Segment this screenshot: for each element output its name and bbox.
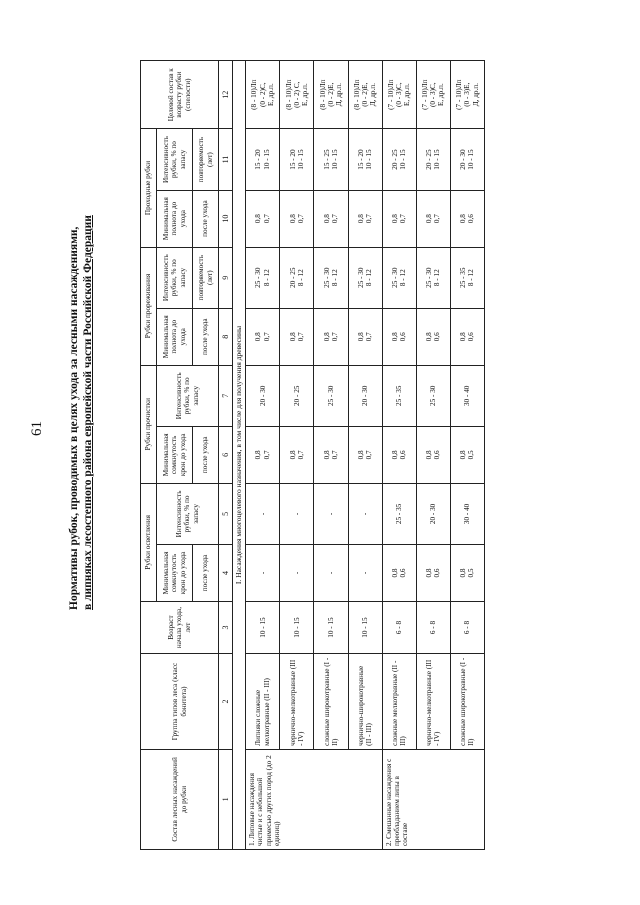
value-cell-c6: 0,8 0,7 [246,426,280,483]
value-cell-c5: - [314,483,348,544]
section-title: I. Насаждения многоцелевого назначения, в том числе для получения древесины [233,61,246,850]
col-num: 7 [219,365,233,426]
value-cell-c8: 0,8 0,7 [348,308,382,365]
value-cell-c7: 25 - 35 [382,365,416,426]
value-cell-c4: 0,8 0,6 [416,545,450,602]
value-cell-c5: - [280,483,314,544]
forest-type-cell: чернично-широкотравные (II - III) [348,654,382,750]
header-row-1 [141,61,157,850]
value-cell-c9: 25 - 30 8 - 12 [382,247,416,308]
value-cell-c10: 0,8 0,7 [416,190,450,247]
table-row [382,61,416,850]
value-cell-c7: 20 - 30 [348,365,382,426]
col-num: 3 [219,601,233,653]
value-cell-c4: 0,8 0,6 [382,545,416,602]
value-cell-c5: - [348,483,382,544]
value-cell-c8: 0,8 0,7 [246,308,280,365]
value-cell-c6: 0,8 0,7 [314,426,348,483]
table-row [314,61,348,850]
value-cell-c4: 0,8 0,5 [450,545,484,602]
col-num: 12 [219,61,233,129]
value-cell-c7: 25 - 30 [416,365,450,426]
header-thinning: Рубки прореживания [141,247,157,365]
header-after-3: после ухода [193,308,219,365]
page-number: 61 [29,421,45,436]
norms-table [140,60,485,850]
header-after-2: после ухода [193,426,219,483]
value-cell-c10: 0,8 0,6 [450,190,484,247]
value-cell-c9: 25 - 30 8 - 12 [246,247,280,308]
value-cell-c6: 0,8 0,6 [382,426,416,483]
value-cell-c8: 0,8 0,6 [450,308,484,365]
value-cell-c4: - [280,545,314,602]
value-cell-c12: (7 - 10)Лп (0 - 3)Е, Д, др.п. [450,61,484,129]
value-cell-age: 10 - 15 [280,601,314,653]
col-num: 11 [219,129,233,190]
header-cleaning: Рубки прочистки [141,365,157,483]
value-cell-c9: 25 - 30 8 - 12 [314,247,348,308]
col-num: 1 [219,749,233,849]
value-cell-c6: 0,8 0,5 [450,426,484,483]
forest-type-cell: сложные мелкотравные (II - III) [382,654,416,750]
header-target: Целевой состав к возрасту рубки (спелости) [141,61,219,129]
header-composition: Состав лесных насаждений до рубки [141,749,219,849]
value-cell-c5: - [246,483,280,544]
value-cell-c5: 25 - 35 [382,483,416,544]
value-cell-c9: 25 - 35 8 - 12 [450,247,484,308]
header-forest-type: Группа типов леса (класс бонитета) [141,654,219,750]
table-row [416,61,450,850]
value-cell-c8: 0,8 0,7 [314,308,348,365]
value-cell-c11: 15 - 20 10 - 15 [280,129,314,190]
value-cell-age: 6 - 8 [416,601,450,653]
table-row [246,61,280,850]
value-cell-c4: - [314,545,348,602]
col-num: 10 [219,190,233,247]
title-line-2: в липняках лесостепного района европейской части Российской Федерации [82,215,94,610]
header-min-crown-1: Минимальная сомкнутость крон до ухода [157,545,193,602]
value-cell-c10: 0,8 0,7 [314,190,348,247]
value-cell-age: 6 - 8 [382,601,416,653]
table-row [450,61,484,850]
value-cell-age: 10 - 15 [246,601,280,653]
header-passing: Проходные рубки [141,129,157,247]
value-cell-c11: 20 - 30 10 - 15 [450,129,484,190]
value-cell-c5: 30 - 40 [450,483,484,544]
value-cell-c7: 30 - 40 [450,365,484,426]
header-repeat-1: повторяемость (лет) [193,247,219,308]
header-after-1: после ухода [193,545,219,602]
value-cell-c11: 15 - 25 10 - 15 [314,129,348,190]
table-row [348,61,382,850]
value-cell-c8: 0,8 0,7 [280,308,314,365]
col-num: 2 [219,654,233,750]
value-cell-c4: - [348,545,382,602]
header-min-full-1: Минимальная полнота до ухода [157,308,193,365]
forest-type-cell: чернично-мелкотравные (III - IV) [416,654,450,750]
header-intensity-3: Интенсивность рубки, % по запасу [157,247,193,308]
col-num: 6 [219,426,233,483]
value-cell-age: 10 - 15 [348,601,382,653]
table-row [280,61,314,850]
forest-type-cell: сложные широкотравные (I - II) [314,654,348,750]
value-cell-c9: 25 - 30 8 - 12 [416,247,450,308]
value-cell-c5: 20 - 30 [416,483,450,544]
value-cell-c12: (7 - 10)Лп (0 - 3)С, Е, др.п. [416,61,450,129]
header-intensity-1: Интенсивность рубки, % по запасу [157,483,219,544]
forest-type-cell: сложные широкотравные (I - II) [450,654,484,750]
value-cell-c12: (7 - 10)Лп (0 - 3)С, Е, др.п. [382,61,416,129]
composition-cell: 2. Смешанные насаждения с преобладанием липы в составе [382,749,484,849]
value-cell-c9: 25 - 30 8 - 12 [348,247,382,308]
col-num: 9 [219,247,233,308]
header-after-4: после ухода [193,190,219,247]
value-cell-c10: 0,8 0,7 [280,190,314,247]
norms-table-wrapper [140,60,485,850]
title-line-1: Нормативы рубок, проводимых в целях ухода за лесными насаждениями, [68,226,80,610]
header-age: Возраст начала ухода, лет [141,601,219,653]
value-cell-c10: 0,8 0,7 [246,190,280,247]
value-cell-c9: 20 - 25 8 - 12 [280,247,314,308]
value-cell-c12: (8 - 10)Лп (0 - 2)Е, Д, др.п. [314,61,348,129]
value-cell-c8: 0,8 0,6 [382,308,416,365]
value-cell-c12: (8 - 10)Лп (0 - 2)Е, Д, др.п. [348,61,382,129]
value-cell-c12: (8 - 10)Лп (0 - 2)С, Е, др.п. [246,61,280,129]
value-cell-c12: (8 - 10)Лп (0 - 2) С, Е, др.п. [280,61,314,129]
value-cell-c11: 15 - 20 10 - 15 [246,129,280,190]
value-cell-age: 10 - 15 [314,601,348,653]
header-min-full-2: Минимальная полнота до ухода [157,190,193,247]
col-num: 4 [219,545,233,602]
header-min-crown-2: Минимальная сомкнутость крон до ухода [157,426,193,483]
header-intensity-4: Интенсивность рубки, % по запасу [157,129,193,190]
value-cell-c11: 20 - 25 10 - 15 [416,129,450,190]
document-title [67,215,137,610]
value-cell-c6: 0,8 0,7 [280,426,314,483]
value-cell-age: 6 - 8 [450,601,484,653]
value-cell-c7: 20 - 25 [280,365,314,426]
col-num: 5 [219,483,233,544]
value-cell-c6: 0,8 0,6 [416,426,450,483]
section-row [233,61,246,850]
forest-type-cell: чернично-мелкотравные (III - IV) [280,654,314,750]
value-cell-c7: 25 - 30 [314,365,348,426]
composition-cell: 1. Липовые насаждения чистые и с небольшой примесью других пород (до 2 единиц) [246,749,383,849]
value-cell-c10: 0,8 0,7 [348,190,382,247]
value-cell-c7: 20 - 30 [246,365,280,426]
col-num: 8 [219,308,233,365]
column-number-row [219,61,233,850]
header-repeat-2: повторяемость (лет) [193,129,219,190]
value-cell-c8: 0,8 0,6 [416,308,450,365]
value-cell-c11: 20 - 25 10 - 15 [382,129,416,190]
value-cell-c10: 0,8 0,7 [382,190,416,247]
forest-type-cell: Липняки сложные мелкотравные (II - III) [246,654,280,750]
value-cell-c6: 0,8 0,7 [348,426,382,483]
header-clearing: Рубки осветления [141,483,157,601]
value-cell-c11: 15 - 20 10 - 15 [348,129,382,190]
header-intensity-2: Интенсивность рубки, % по запасу [157,365,219,426]
value-cell-c4: - [246,545,280,602]
